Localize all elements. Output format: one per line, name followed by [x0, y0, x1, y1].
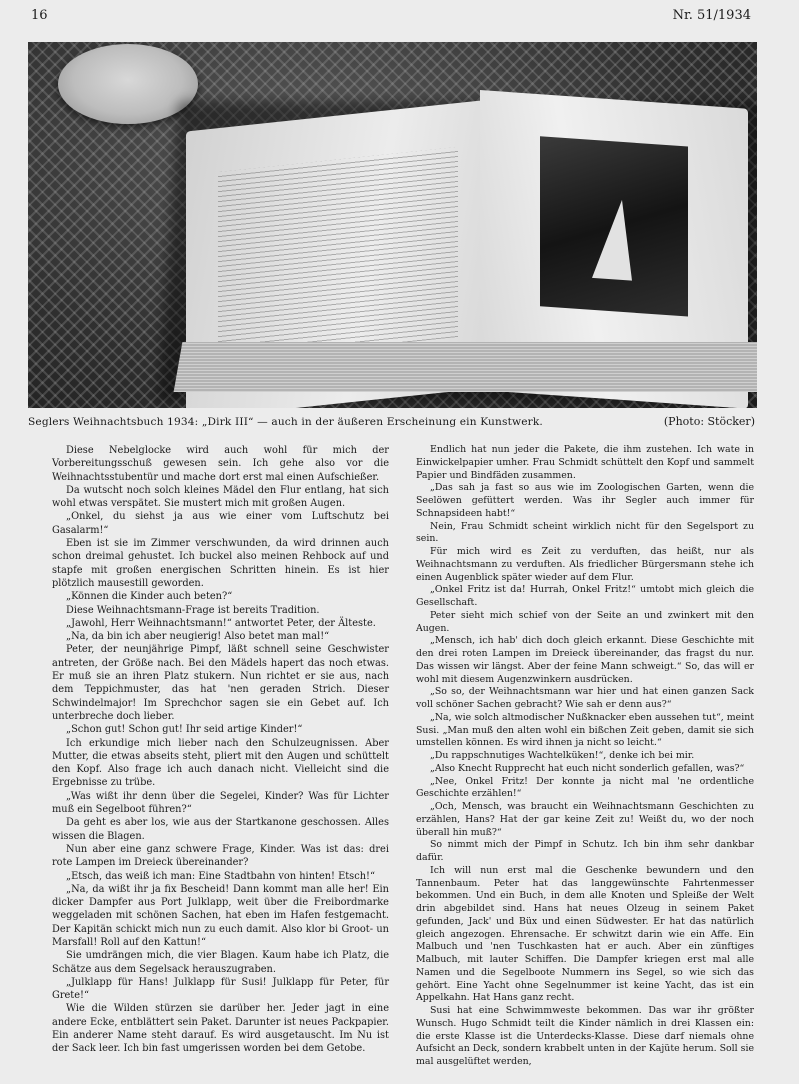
article-paragraph: Endlich hat nun jeder die Pakete, die ihm zustehen. Ich wate in Einwickelpapier umher. Frau Schmidt schüttelt den Kopf und sammelt Papier und Bindfäden zusammen.: [416, 444, 754, 481]
article-paragraph: „Na, da wißt ihr ja fix Bescheid! Dann kommt man alle her! Ein dicker Dampfer aus Port Julklapp, weit über die Freibordmarke weggeladen mit schönen Sachen, hat eben im Hafen festgemacht. Der Kapitän schickt mich nun zu euch damit. Also klor bi Groot- un Marsfall! Roll auf den Kattun!“: [52, 883, 389, 948]
article-paragraph: Nun aber eine ganz schwere Frage, Kinder. Was ist das: drei rote Lampen im Dreieck übereinander?: [52, 843, 389, 869]
article-paragraph: „Na, da bin ich aber neugierig! Also betet man mal!“: [66, 631, 330, 643]
article-paragraph: „So so, der Weihnachtsmann war hier und hat einen ganzen Sack voll schöner Sachen gebracht? Wie sah er denn aus?“: [416, 686, 754, 710]
article-paragraph: „Onkel Fritz ist da! Hurrah, Onkel Fritz!“ umtobt mich gleich die Gesellschaft.: [416, 584, 754, 608]
article-paragraph: Diese Nebelglocke wird auch wohl für mich der Vorbereitungsschuß gewesen sein. Ich gehe also vor die Weihnachtsstubentür und mache dort erst mal einen Aufschießer.: [52, 445, 389, 483]
article-paragraph: Da geht es aber los, wie aus der Startkanone geschossen. Alles wissen die Blagen.: [52, 817, 389, 842]
article-paragraph: Diese Weihnachtsmann-Frage ist bereits Tradition.: [66, 604, 320, 616]
article-paragraph: „Onkel, du siehst ja aus wie einer vom Luftschutz bei Gasalarm!“: [52, 511, 389, 536]
article-paragraph: Da wutscht noch solch kleines Mädel den Flur entlang, hat sich wohl etwas verspätet. Sie mustert mich mit großen Augen.: [52, 484, 389, 510]
article-column-left: [52, 444, 389, 1056]
book-page-edges: [174, 342, 757, 392]
issue-number: Nr. 51/1934: [672, 8, 751, 23]
article-column-right: [416, 444, 754, 1069]
article-paragraph: So nimmt mich der Pimpf in Schutz. Ich bin ihm sehr dankbar dafür.: [416, 839, 754, 863]
article-paragraph: „Das sah ja fast so aus wie im Zoologischen Garten, wenn die Seelöwen gefüttert werden. Was ihr Segler auch immer für Schnapsideen habt!“: [416, 482, 754, 519]
article-paragraph: „Mensch, ich hab' dich doch gleich erkannt. Diese Geschichte mit den drei roten Lampen im Dreieck übereinander, das fragst du nur. Das wissen wir längst. Aber der feine Mann schweigt.“ So, das will er wohl mit diesem Augenzwinkern ausdrücken.: [416, 635, 754, 685]
book-photograph: [28, 42, 757, 408]
article-paragraph: Susi hat eine Schwimmweste bekommen. Das war ihr größter Wunsch. Hugo Schmidt teilt die Kinder nämlich in drei Klassen ein: die erste Klasse ist die Unterdecks-Klasse. Diese darf niemals ohne Aufsicht an Deck, sondern krabbelt unten in der Kajüte herum. Soll sie mal ausgelüftet werden,: [416, 1005, 754, 1067]
article-paragraph: Für mich wird es Zeit zu verduften, das heißt, nur als Weihnachtsmann zu verduften. Als friedlicher Bürgersmann stehe ich einen Augenblick später wieder auf dem Flur.: [416, 546, 754, 583]
photo-credit: (Photo: Stöcker): [663, 415, 755, 428]
article-paragraph: „Schon gut! Schon gut! Ihr seid artige Kinder!“: [66, 724, 303, 736]
article-paragraph: Peter, der neunjährige Pimpf, läßt schnell seine Geschwister antreten, der Größe nach. Bei den Mädels hapert das noch etwas. Er muß sie an ihren Platz stukern. Nun richtet er sie aus, nach dem Teppichmuster, das hat 'nen geraden Strich. Dieser Schwindelmajor! Im Sprechchor sagen sie ein Gebet auf. Ich unterbreche doch lieber.: [52, 644, 389, 722]
sailing-yacht-photo-plate: [540, 136, 688, 316]
article-paragraph: Wie die Wilden stürzen sie darüber her. Jeder jagt in eine andere Ecke, entblättert sein Paket. Darunter ist neues Packpapier. Ein anderer Name steht darauf. Es wird ausgetauscht. Im Nu ist der Sack leer. Ich bin fast umgerissen worden bei dem Getobe.: [52, 1003, 389, 1055]
article-paragraph: Sie umdrängen mich, die vier Blagen. Kaum habe ich Platz, die Schätze aus dem Segelsack herauszugraben.: [52, 950, 389, 975]
article-paragraph: „Also Knecht Rupprecht hat euch nicht sonderlich gefallen, was?“: [430, 762, 745, 774]
article-paragraph: „Du rappschnutiges Wachtelküken!“, denke ich bei mir.: [430, 750, 695, 761]
article-paragraph: „Na, wie solch altmodischer Nußknacker eben aussehen tut“, meint Susi. „Man muß den alten wohl ein bißchen Zeit geben, damit sie sich umstellen können. Es wird ihnen ja nicht so leicht.“: [416, 711, 754, 749]
page-number: 16: [31, 8, 48, 23]
article-paragraph: „Och, Mensch, was braucht ein Weihnachtsmann Geschichten zu erzählen, Hans? Hat der gar keine Zeit zu! Weißt du, wo der noch überall hin muß?“: [416, 801, 754, 838]
article-paragraph: „Können die Kinder auch beten?“: [66, 591, 233, 603]
article-paragraph: Ich erkundige mich lieber nach den Schulzeugnissen. Aber Mutter, die etwas abseits steht, pliert mit den Augen und schüttelt den Kopf. Also frage ich auch danach nicht. Vielleicht sind die Ergebnisse zu trübe.: [52, 737, 389, 789]
book-text-block: [218, 147, 458, 362]
photo-caption: Seglers Weihnachtsbuch 1934: „Dirk III“ — auch in der äußeren Erscheinung ein Kunstwerk.: [28, 416, 543, 428]
article-paragraph: Ich will nun erst mal die Geschenke bewundern und den Tannenbaum. Peter hat das langgewünschte Fahrtenmesser bekommen. Und ein Buch, in dem alle Knoten und Spleiße der Welt drin abgebildet sind. Hans hat neues Olzeug in seinem Paket gefunden, Jack' und Büx und einen Südwester. Er hat das natürlich gleich angezogen. Ehrensache. Er schwitzt darin wie ein Affe. Ein Malbuch und 'nen Tuschkasten hat er auch. Aber ein zünftiges Malbuch, mit lauter Schiffen. Die Dampfer kriegen erst mal alle Namen und die Segelboote Nummern ins Segel, so wie sich das gehört. Eine Yacht ohne Segelnummer ist keine Yacht, das ist ein Appelkahn. Hat Hans ganz recht.: [416, 864, 754, 1004]
article-paragraph: „Etsch, das weiß ich man: Eine Stadtbahn von hinten! Etsch!“: [66, 870, 375, 882]
article-paragraph: Nein, Frau Schmidt scheint wirklich nicht für den Segelsport zu sein.: [416, 520, 754, 545]
sail: [592, 198, 632, 281]
article-paragraph: Eben ist sie im Zimmer verschwunden, da wird drinnen auch schon dreimal gehustet. Ich buckel also meinen Rehbock auf und stapfe mit großen energischen Schritten hinein. Es ist hier plötzlich mausestill geworden.: [52, 538, 389, 589]
article-paragraph: „Julklapp für Hans! Julklapp für Susi! Julklapp für Peter, für Grete!“: [52, 976, 389, 1002]
article-paragraph: „Was wißt ihr denn über die Segelei, Kinder? Was für Lichter muß ein Segelboot führen?“: [52, 790, 389, 816]
article-paragraph: Peter sieht mich schief von der Seite an und zwinkert mit den Augen.: [416, 609, 754, 634]
article-paragraph: „Nee, Onkel Fritz! Der konnte ja nicht mal 'ne ordentliche Geschichte erzählen!“: [416, 775, 754, 800]
article-paragraph: „Jawohl, Herr Weihnachtsmann!“ antwortet Peter, der Älteste.: [66, 617, 376, 629]
